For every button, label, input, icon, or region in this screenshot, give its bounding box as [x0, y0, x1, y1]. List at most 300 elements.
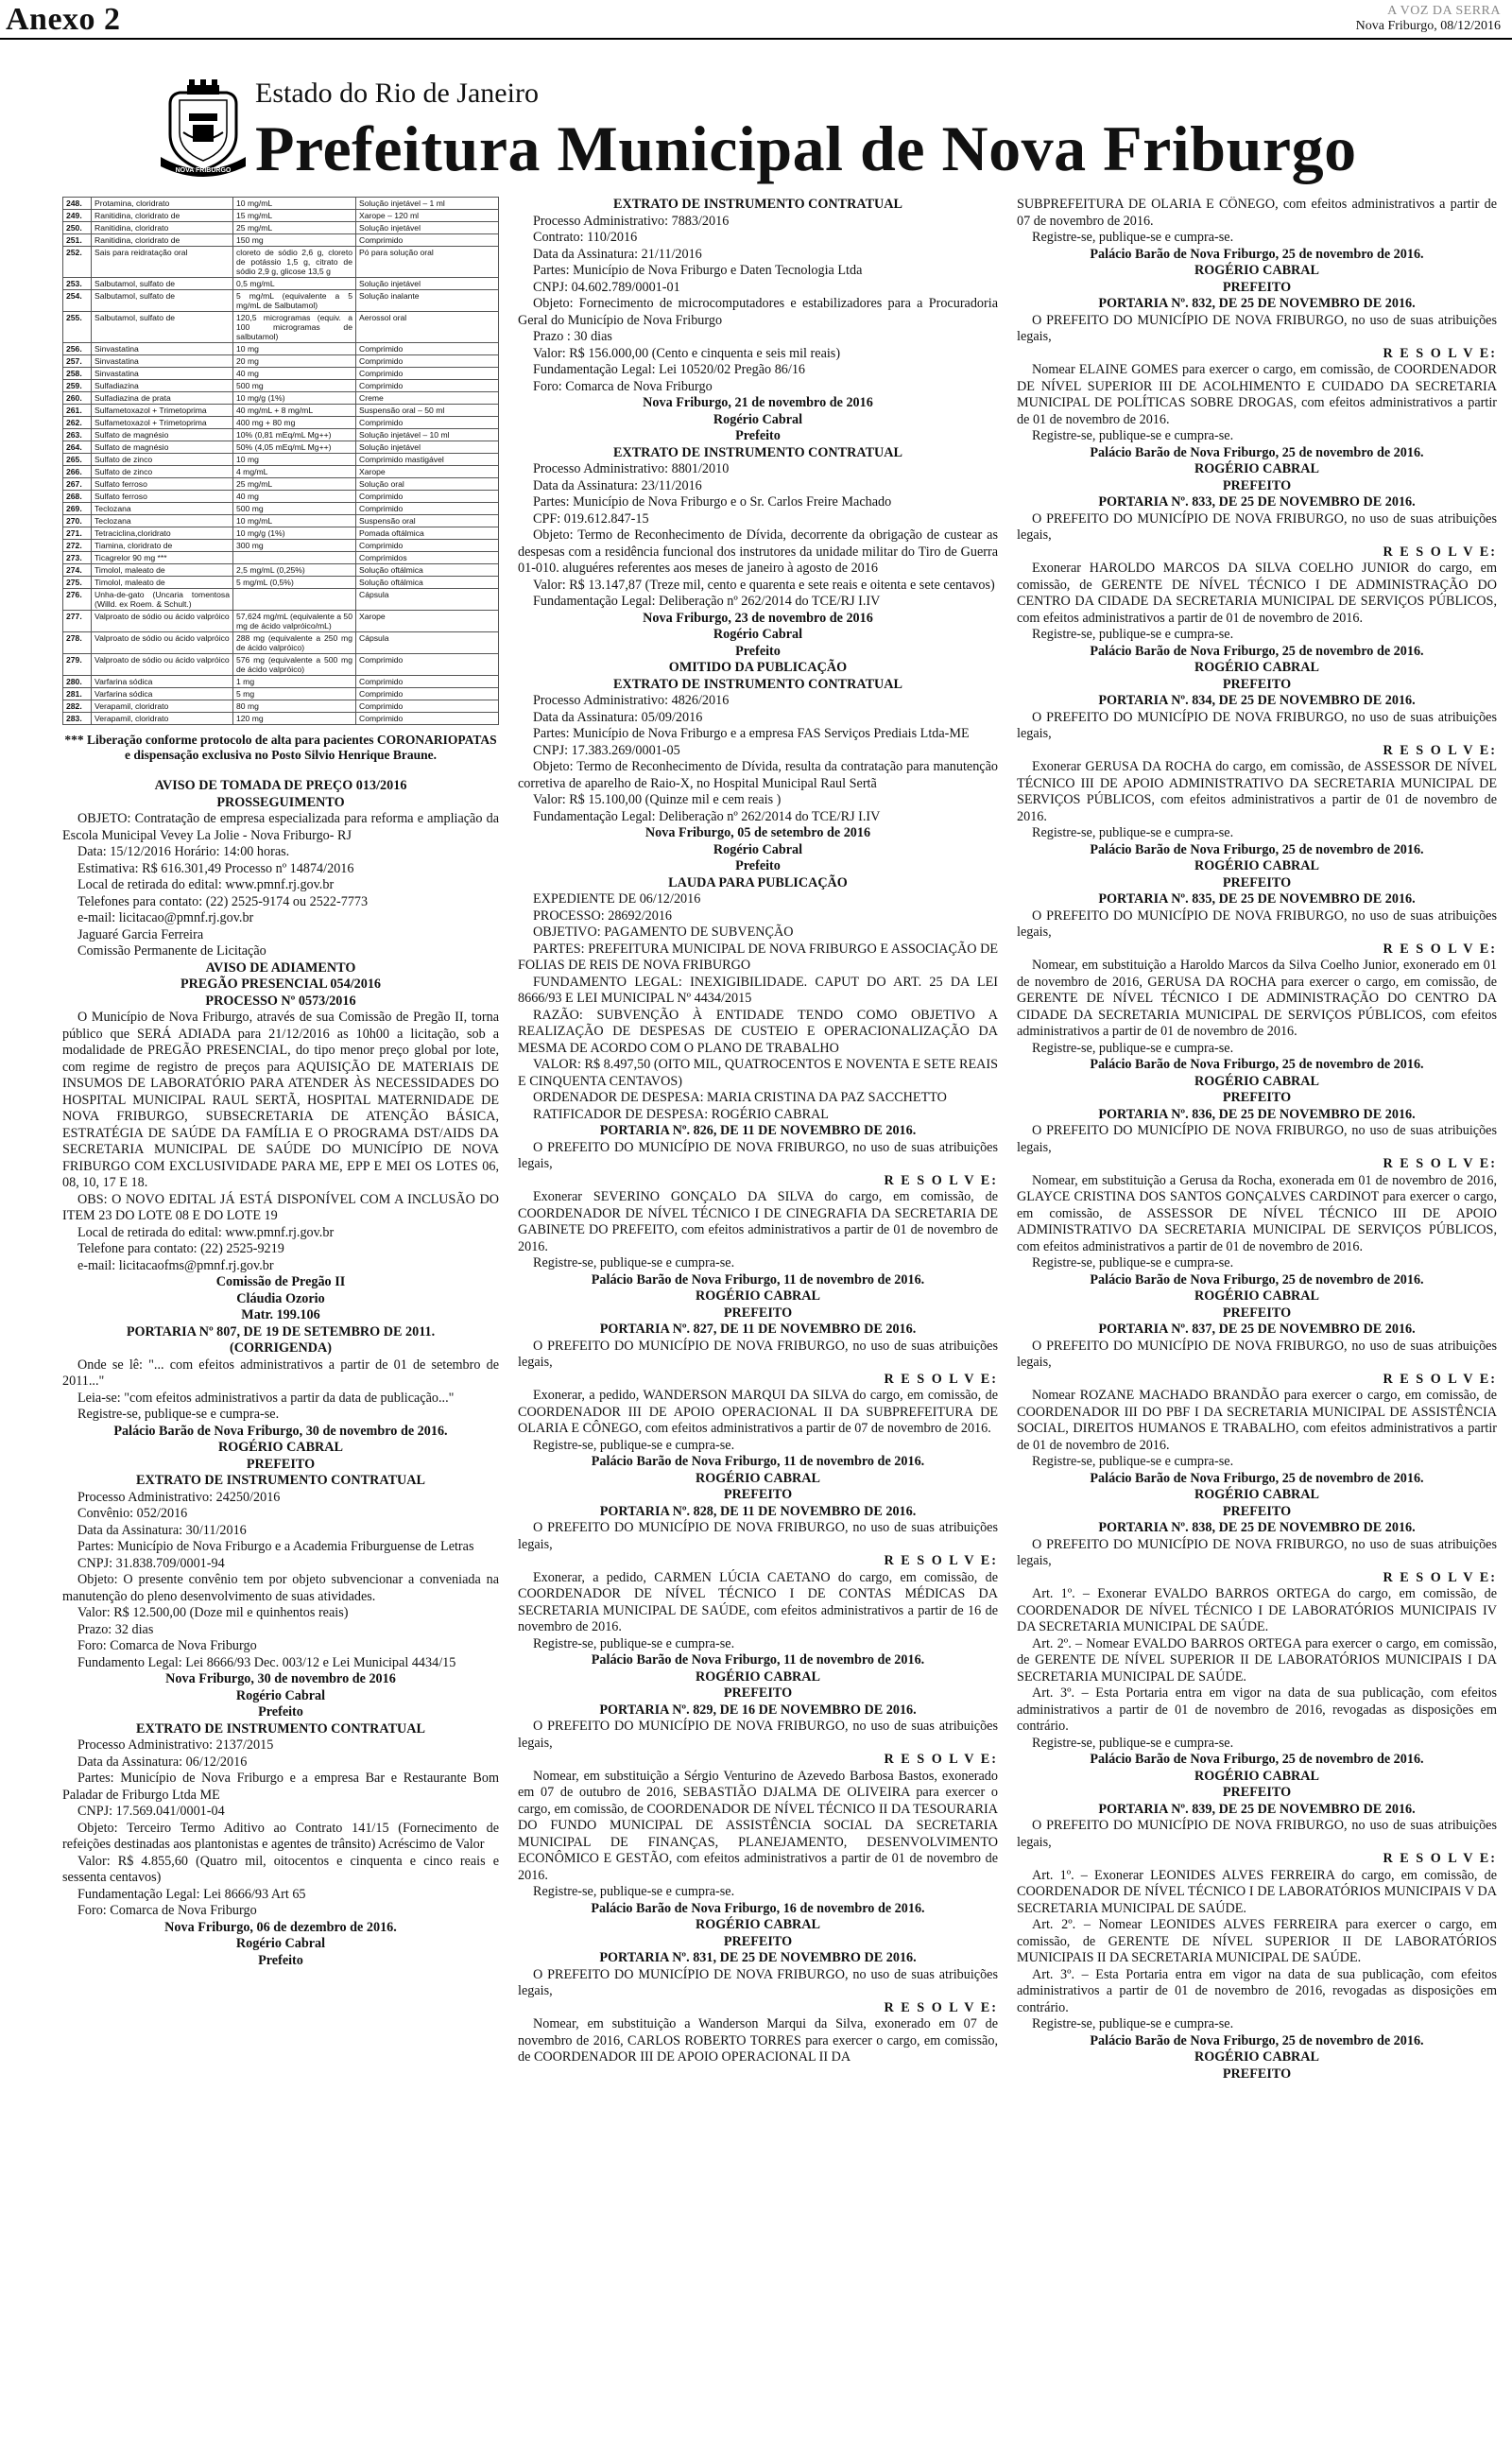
table-cell: Sulfato ferroso [92, 478, 233, 491]
paragraph: Foro: Comarca de Nova Friburgo [77, 1638, 257, 1653]
paragraph: FUNDAMENTO LEGAL: INEXIGIBILIDADE. CAPUT DO ART. 25 DA LEI 8666/93 E LEI MUNICIPAL Nº 4434/2015 [518, 974, 998, 1006]
table-cell: 272. [63, 540, 92, 552]
table-cell: Sinvastatina [92, 368, 233, 380]
paragraph: O PREFEITO DO MUNICÍPIO DE NOVA FRIBURGO, no uso de suas atribuições legais, [1017, 312, 1497, 344]
table-cell: 267. [63, 478, 92, 491]
paragraph: Nomear ELAINE GOMES para exercer o cargo, em comissão, de COORDENADOR DE NÍVEL SUPERIOR III DE ACOLHIMENTO E CUIDADO DA SECRETARIA MUNICIPAL DE POLÍTICAS SOBRE DROGAS, com efeitos administrativos a partir de 01 de novembro de 2016. [1017, 362, 1497, 427]
signature-line: ROGÉRIO CABRAL [1194, 1073, 1320, 1089]
table-cell: Sulfato ferroso [92, 491, 233, 503]
paragraph: Nomear, em substituição a Wanderson Marqui da Silva, exonerado em 07 de novembro de 2016, CARLOS ROBERTO TORRES para exercer o cargo, em comissão, de COORDENADOR III DE APOIO OPERACIONAL II DA [518, 2016, 998, 2065]
masthead-title: Prefeitura Municipal de Nova Friburgo [255, 112, 1357, 184]
signature-line: Nova Friburgo, 06 de dezembro de 2016. [164, 1919, 397, 1935]
signature-line: ROGÉRIO CABRAL [695, 1668, 821, 1685]
table-row [63, 564, 499, 577]
table-cell: Comprimido mastigável [356, 454, 499, 466]
table-cell: 25 mg/mL [233, 478, 356, 491]
table-cell: 80 mg [233, 700, 356, 713]
table-cell: 40 mg [233, 491, 356, 503]
table-cell: 15 mg/mL [233, 210, 356, 222]
paragraph: Fundamentação Legal: Lei 10520/02 Pregão 86/16 [533, 362, 806, 377]
section-heading: PORTARIA Nº. 828, DE 11 DE NOVEMBRO DE 2016. [599, 1503, 917, 1519]
table-cell: Creme [356, 392, 499, 405]
paragraph: Valor: R$ 13.147,87 (Treze mil, cento e quarenta e sete reais e oitenta e sete centavos) [533, 577, 995, 593]
signature-line: PREFEITO [1222, 1503, 1292, 1519]
signature-line: Nova Friburgo, 05 de setembro de 2016 [644, 825, 871, 840]
paragraph: Data da Assinatura: 30/11/2016 [77, 1522, 247, 1538]
table-cell: 50% (4,05 mEq/mL Mg++) [233, 441, 356, 454]
table-cell: 25 mg/mL [233, 222, 356, 234]
paragraph: R E S O L V E: [884, 1752, 998, 1767]
footnote: *** Liberação conforme protocolo de alta para pacientes CORONARIOPATAS e dispensação exclusiva no Posto Silvio Henrique Braune. [64, 733, 497, 762]
signature-line: ROGÉRIO CABRAL [1194, 1288, 1320, 1304]
signature-line: PREFEITO [1222, 874, 1292, 890]
signature-line: Prefeito [735, 643, 781, 659]
table-cell: 10% (0,81 mEq/mL Mg++) [233, 429, 356, 441]
paragraph: Telefone para contato: (22) 2525-9219 [77, 1241, 284, 1256]
paragraph: e-mail: licitacaofms@pmnf.rj.gov.br [77, 1257, 274, 1273]
signature-line: PREFEITO [1222, 1785, 1292, 1800]
paragraph: Processo Administrativo: 2137/2015 [77, 1737, 274, 1753]
table-cell: Sulfato de zinco [92, 454, 233, 466]
table-cell: 261. [63, 405, 92, 417]
table-cell: Xarope [356, 466, 499, 478]
paragraph: Comissão Permanente de Licitação [77, 943, 266, 959]
paragraph: Registre-se, publique-se e cumpra-se. [533, 1884, 735, 1899]
paragraph: PARTES: PREFEITURA MUNICIPAL DE NOVA FRIBURGO E ASSOCIAÇÃO DE FOLIAS DE REIS DE NOVA FRIBURGO [518, 941, 998, 973]
paragraph: ORDENADOR DE DESPESA: MARIA CRISTINA DA PAZ SACCHETTO [533, 1090, 947, 1105]
paragraph: Processo Administrativo: 4826/2016 [533, 693, 730, 708]
table-cell: 40 mg [233, 368, 356, 380]
table-row [63, 405, 499, 417]
signature-line: Prefeito [258, 1704, 303, 1720]
table-row [63, 368, 499, 380]
table-cell: Cápsula [356, 589, 499, 611]
signature-line: Nova Friburgo, 30 de novembro de 2016 [165, 1671, 396, 1686]
paragraph: Nomear, em substituição a Sérgio Venturino de Azevedo Barbosa Bastos, exonerado em 07 de outubro de 2016, SEBASTIÃO DJALMA DE OLIVEIRA para exercer o cargo, em comissão, de COORDENADOR DE NÍVEL TÉCNICO II DA TESOURARIA DO FUNDO MUNICIPAL DE ASSISTÊNCIA SOCIAL DA SECRETARIA MUNICIPAL DE FINANÇAS, PLANEJAMENTO, DESENVOLVIMENTO ECONÔMICO E GESTÃO, com efeitos administrativos a partir de 01 de novembro de 2016. [518, 1768, 998, 1883]
table-cell: 278. [63, 632, 92, 654]
signature-line: ROGÉRIO CABRAL [217, 1440, 344, 1455]
table-cell: 57,624 mg/mL (equivalente a 50 mg de ácido valpróico/mL) [233, 611, 356, 632]
table-cell: Sulfato de zinco [92, 466, 233, 478]
table-row [63, 278, 499, 290]
paragraph: Registre-se, publique-se e cumpra-se. [1032, 2016, 1234, 2031]
paragraph: Registre-se, publique-se e cumpra-se. [1032, 428, 1234, 443]
paragraph: O PREFEITO DO MUNICÍPIO DE NOVA FRIBURGO, no uso de suas atribuições legais, [1017, 1818, 1497, 1850]
signature-line: Comissão de Pregão II [215, 1274, 346, 1289]
table-cell: 255. [63, 312, 92, 343]
section-heading: PORTARIA Nº. 827, DE 11 DE NOVEMBRO DE 2016. [599, 1322, 917, 1337]
column-1 [62, 197, 499, 2446]
table-cell: Comprimido [356, 491, 499, 503]
section-title: Anexo 2 [6, 2, 121, 37]
paragraph: Fundamentação Legal: Lei 8666/93 Art 65 [77, 1886, 306, 1902]
table-cell: 4 mg/mL [233, 466, 356, 478]
signature-line: Palácio Barão de Nova Friburgo, 11 de novembro de 2016. [591, 1652, 925, 1668]
table-cell: Sinvastatina [92, 343, 233, 355]
signature-line: Palácio Barão de Nova Friburgo, 25 de novembro de 2016. [1090, 444, 1424, 460]
signature-line: PREFEITO [723, 1487, 793, 1502]
signature-line: Prefeito [735, 858, 781, 873]
table-row [63, 552, 499, 564]
paragraph: R E S O L V E: [1383, 941, 1497, 957]
table-cell: 273. [63, 552, 92, 564]
paragraph: O PREFEITO DO MUNICÍPIO DE NOVA FRIBURGO, no uso de suas atribuições legais, [518, 1520, 998, 1552]
column-1-text [62, 733, 499, 1969]
table-cell [233, 589, 356, 611]
signature-line: PREFEITO [1222, 279, 1292, 295]
table-cell: 249. [63, 210, 92, 222]
paragraph: Data da Assinatura: 23/11/2016 [533, 477, 702, 493]
table-cell: Timolol, maleato de [92, 577, 233, 589]
paragraph: Art. 3º. – Esta Portaria entra em vigor na data de sua publicação, com efeitos administrativos a partir de 01 de novembro de 2016, revogadas as disposições em contrário. [1017, 1685, 1497, 1734]
paragraph: R E S O L V E: [1383, 1851, 1497, 1866]
table-cell: 264. [63, 441, 92, 454]
table-cell: Protamina, cloridrato [92, 198, 233, 210]
table-cell: Valproato de sódio ou ácido valpróico [92, 611, 233, 632]
paragraph: Nomear ROZANE MACHADO BRANDÃO para exercer o cargo, em comissão, de COORDENADOR III DO PBF I DA SECRETARIA MUNICIPAL DE ASSISTÊNCIA SOCIAL, DIREITOS HUMANOS E TRABALHO, com efeitos administrativos a partir de 01 de novembro de 2016. [1017, 1388, 1497, 1453]
table-cell: Sulfato de magnésio [92, 441, 233, 454]
table-cell: Valproato de sódio ou ácido valpróico [92, 632, 233, 654]
table-cell: 260. [63, 392, 92, 405]
signature-line: Matr. 199.106 [241, 1307, 320, 1322]
signature-line: ROGÉRIO CABRAL [1194, 660, 1320, 675]
paragraph: R E S O L V E: [884, 1999, 998, 2015]
table-row [63, 312, 499, 343]
column-3 [1017, 197, 1497, 2446]
table-cell: Verapamil, cloridrato [92, 713, 233, 725]
table-row [63, 611, 499, 632]
paragraph: Exonerar, a pedido, WANDERSON MARQUI DA SILVA do cargo, em comissão, de COORDENADOR III DE APOIO OPERACIONAL II DA SUBPREFEITURA DE OLARIA E CÔNEGO, com efeitos administrativos a partir de 07 de novembro de 2016. [518, 1388, 998, 1436]
paragraph: Art. 3º. – Esta Portaria entra em vigor na data de sua publicação, com efeitos administrativos a partir de 01 de novembro de 2016, revogadas as disposições em contrário. [1017, 1966, 1497, 2015]
table-row [63, 700, 499, 713]
signature-line: Prefeito [258, 1952, 303, 1968]
publication-name: A VOZ DA SERRA [1387, 4, 1501, 18]
dateline-block [1356, 4, 1501, 34]
table-cell: Comprimido [356, 380, 499, 392]
paragraph: Telefones para contato: (22) 2525-9174 ou 2522-7773 [77, 893, 369, 909]
table-cell: 5 mg/mL (equivalente a 5 mg/mL de Salbutamol) [233, 290, 356, 312]
section-heading: PORTARIA Nº. 836, DE 25 DE NOVEMBRO DE 2016. [1098, 1106, 1416, 1122]
table-cell: Solução oftálmica [356, 564, 499, 577]
table-cell: Solução inalante [356, 290, 499, 312]
table-row [63, 441, 499, 454]
table-cell: 277. [63, 611, 92, 632]
section-heading: EXTRATO DE INSTRUMENTO CONTRATUAL [136, 1720, 425, 1737]
table-cell: Ranitidina, cloridrato de [92, 210, 233, 222]
section-heading: PREGÃO PRESENCIAL 054/2016 [180, 976, 382, 992]
signature-line: ROGÉRIO CABRAL [1194, 263, 1320, 278]
paragraph: Registre-se, publique-se e cumpra-se. [1032, 627, 1234, 642]
table-cell: 40 mg/mL + 8 mg/mL [233, 405, 356, 417]
paragraph: EXPEDIENTE DE 06/12/2016 [533, 891, 701, 907]
table-cell: Comprimido [356, 503, 499, 515]
table-row [63, 491, 499, 503]
paragraph: Contrato: 110/2016 [533, 230, 638, 245]
signature-line: Palácio Barão de Nova Friburgo, 25 de novembro de 2016. [1090, 1752, 1424, 1767]
paragraph: Objeto: O presente convênio tem por objeto subvencionar a conveniada na manutenção do pleno desenvolvimento de suas atividades. [62, 1572, 499, 1604]
section-heading: PORTARIA Nº. 837, DE 25 DE NOVEMBRO DE 2016. [1098, 1322, 1416, 1337]
table-cell: 576 mg (equivalente a 500 mg de ácido valpróico) [233, 654, 356, 676]
paragraph: Foro: Comarca de Nova Friburgo [533, 378, 713, 394]
signature-line: PREFEITO [723, 1685, 793, 1701]
paragraph: CNPJ: 17.569.041/0001-04 [77, 1804, 225, 1819]
table-cell: 274. [63, 564, 92, 577]
section-heading: EXTRATO DE INSTRUMENTO CONTRATUAL [613, 197, 902, 212]
signature-line: PREFEITO [246, 1456, 316, 1472]
paragraph: Objeto: Termo de Reconhecimento de Dívida, resulta da contratação para manutenção corretiva de aparelho de Raio-X, no Hospital Municipal Raul Sertã [518, 759, 998, 791]
table-cell: 5 mg/mL (0,5%) [233, 577, 356, 589]
table-cell: 288 mg (equivalente a 250 mg de ácido valpróico) [233, 632, 356, 654]
table-row [63, 417, 499, 429]
table-cell [233, 552, 356, 564]
signature-line: ROGÉRIO CABRAL [695, 1288, 821, 1304]
signature-line: ROGÉRIO CABRAL [1194, 1487, 1320, 1502]
table-cell: Sulfametoxazol + Trimetoprima [92, 405, 233, 417]
table-cell: Ranitidina, cloridrato de [92, 234, 233, 247]
paragraph: Leia-se: "com efeitos administrativos a partir da data de publicação..." [77, 1390, 455, 1406]
paragraph: Registre-se, publique-se e cumpra-se. [1032, 1040, 1234, 1056]
paragraph: Registre-se, publique-se e cumpra-se. [533, 1635, 735, 1651]
signature-line: ROGÉRIO CABRAL [1194, 2049, 1320, 2065]
paragraph: O PREFEITO DO MUNICÍPIO DE NOVA FRIBURGO, no uso de suas atribuições legais, [1017, 510, 1497, 543]
section-heading: PORTARIA Nº. 826, DE 11 DE NOVEMBRO DE 2016. [599, 1123, 917, 1138]
signature-line: Palácio Barão de Nova Friburgo, 25 de novembro de 2016. [1090, 2032, 1424, 2048]
table-cell: 120,5 microgramas (equiv. a 100 microgramas de salbutamol) [233, 312, 356, 343]
paragraph: Exonerar, a pedido, CARMEN LÚCIA CAETANO do cargo, em comissão, de COORDENADOR DE NÍVEL TÉCNICO I DE CONTAS MÉDICAS DA SECRETARIA MUNICIPAL DE SAÚDE, com efeitos administrativos a partir de 16 de novembro de 2016. [518, 1569, 998, 1634]
table-cell: 275. [63, 577, 92, 589]
table-cell: Comprimido [356, 700, 499, 713]
table-cell: 281. [63, 688, 92, 700]
signature-line: Palácio Barão de Nova Friburgo, 11 de novembro de 2016. [591, 1454, 925, 1469]
state-name: Estado do Rio de Janeiro [255, 78, 539, 109]
paragraph: R E S O L V E: [884, 1371, 998, 1387]
paragraph: Processo Administrativo: 8801/2010 [533, 461, 730, 476]
signature-line: PREFEITO [723, 1305, 793, 1321]
table-row [63, 713, 499, 725]
signature-line: Palácio Barão de Nova Friburgo, 16 de novembro de 2016. [591, 1900, 925, 1916]
paragraph: O PREFEITO DO MUNICÍPIO DE NOVA FRIBURGO, no uso de suas atribuições legais, [1017, 709, 1497, 741]
table-cell: 250. [63, 222, 92, 234]
table-cell: Sulfadiazina de prata [92, 392, 233, 405]
table-cell: Pó para solução oral [356, 247, 499, 278]
table-cell: 282. [63, 700, 92, 713]
table-cell: Xarope [356, 611, 499, 632]
paragraph: Art. 1º. – Exonerar EVALDO BARROS ORTEGA do cargo, em comissão, de COORDENADOR DE NÍVEL TÉCNICO I DE LABORATÓRIOS MUNICIPAIS IV DA SECRETARIA MUNICIPAL DE SAÚDE. [1017, 1586, 1497, 1634]
section-heading: PORTARIA Nº 807, DE 19 DE SETEMBRO DE 2011. [126, 1323, 436, 1339]
table-cell: Solução oftálmica [356, 577, 499, 589]
signature-line: PREFEITO [1222, 477, 1292, 493]
table-cell: cloreto de sódio 2,6 g, cloreto de potássio 1,5 g, citrato de sódio 2,9 g, glicose 13,5 g [233, 247, 356, 278]
masthead [151, 66, 1380, 189]
table-cell: Sulfametoxazol + Trimetoprima [92, 417, 233, 429]
table-cell: Valproato de sódio ou ácido valpróico [92, 654, 233, 676]
table-row [63, 222, 499, 234]
paragraph: Processo Administrativo: 7883/2016 [533, 213, 730, 229]
signature-line: PREFEITO [1222, 1305, 1292, 1321]
table-cell: 500 mg [233, 503, 356, 515]
paragraph: CPF: 019.612.847-15 [533, 510, 649, 527]
table-cell: Ticagrelor 90 mg *** [92, 552, 233, 564]
table-cell: Ranitidina, cloridrato [92, 222, 233, 234]
table-cell: 300 mg [233, 540, 356, 552]
table-cell: Unha-de-gato (Uncaria tomentosa (Willd. ex Roem. & Schult.) [92, 589, 233, 611]
table-row [63, 540, 499, 552]
table-cell: 120 mg [233, 713, 356, 725]
signature-line: Palácio Barão de Nova Friburgo, 25 de novembro de 2016. [1090, 643, 1424, 659]
section-heading: AVISO DE ADIAMENTO [205, 959, 356, 976]
paragraph: R E S O L V E: [1383, 1156, 1497, 1171]
table-cell: 276. [63, 589, 92, 611]
table-cell: 10 mg [233, 454, 356, 466]
table-cell: Comprimido [356, 713, 499, 725]
table-cell: 10 mg/mL [233, 198, 356, 210]
section-heading: PORTARIA Nº. 832, DE 25 DE NOVEMBRO DE 2016. [1098, 296, 1416, 311]
signature-line: PREFEITO [1222, 2065, 1292, 2082]
table-cell: 10 mg/g (1%) [233, 392, 356, 405]
table-cell: 270. [63, 515, 92, 527]
paragraph: OBJETIVO: PAGAMENTO DE SUBVENÇÃO [533, 925, 794, 940]
table-cell: 269. [63, 503, 92, 515]
section-heading: EXTRATO DE INSTRUMENTO CONTRATUAL [613, 676, 902, 692]
paragraph: Fundamento Legal: Lei 8666/93 Dec. 003/12 e Lei Municipal 4434/15 [77, 1654, 456, 1670]
paragraph: RAZÃO: SUBVENÇÃO À ENTIDADE TENDO COMO OBJETIVO A REALIZAÇÃO DE DESPESAS DE CUSTEIO E OPERACIONALIZAÇÃO DA MESMA DE ACORDO COM O PLANO DE TRABALHO [518, 1007, 998, 1056]
paragraph: Convênio: 052/2016 [77, 1506, 188, 1521]
table-row [63, 527, 499, 540]
table-cell: 150 mg [233, 234, 356, 247]
table-cell: Suspensão oral [356, 515, 499, 527]
table-cell: Comprimido [356, 368, 499, 380]
table-cell: Sulfato de magnésio [92, 429, 233, 441]
table-row [63, 515, 499, 527]
section-heading: PORTARIA Nº. 829, DE 16 DE NOVEMBRO DE 2016. [599, 1702, 917, 1718]
table-cell: Sulfadiazina [92, 380, 233, 392]
section-heading: PORTARIA Nº. 838, DE 25 DE NOVEMBRO DE 2016. [1098, 1520, 1416, 1535]
table-cell: 283. [63, 713, 92, 725]
paragraph: R E S O L V E: [1383, 1569, 1497, 1585]
table-cell: Comprimido [356, 234, 499, 247]
paragraph: R E S O L V E: [1383, 1371, 1497, 1387]
paragraph: Art. 1º. – Exonerar LEONIDES ALVES FERREIRA do cargo, em comissão, de COORDENADOR DE NÍVEL TÉCNICO I DE LABORATÓRIOS MUNICIPAIS V DA SECRETARIA MUNICIPAL DE SAÚDE. [1017, 1867, 1497, 1916]
paragraph: VALOR: R$ 8.497,50 (OITO MIL, QUATROCENTOS E NOVENTA E SETE REAIS E CINQUENTA CENTAVOS) [518, 1057, 998, 1089]
table-cell: 256. [63, 343, 92, 355]
table-cell: Salbutamol, sulfato de [92, 290, 233, 312]
paragraph: Local de retirada do edital: www.pmnf.rj.gov.br [77, 1224, 335, 1240]
paragraph: SUBPREFEITURA DE OLARIA E CÔNEGO, com efeitos administrativos a partir de 07 de novembro de 2016. [1017, 197, 1497, 229]
table-row [63, 290, 499, 312]
paragraph: Registre-se, publique-se e cumpra-se. [533, 1255, 735, 1270]
paragraph: Data da Assinatura: 05/09/2016 [533, 709, 703, 725]
paragraph: PROCESSO: 28692/2016 [533, 907, 673, 924]
table-cell: 252. [63, 247, 92, 278]
paragraph: Registre-se, publique-se e cumpra-se. [77, 1407, 280, 1422]
paragraph: R E S O L V E: [1383, 345, 1497, 361]
table-cell: Solução injetável [356, 278, 499, 290]
section-heading: OMITIDO DA PUBLICAÇÃO [668, 660, 848, 675]
table-cell: Comprimido [356, 540, 499, 552]
page-header [0, 0, 1512, 40]
paragraph: Registre-se, publique-se e cumpra-se. [1032, 1735, 1234, 1751]
signature-line: Nova Friburgo, 23 de novembro de 2016 [643, 610, 873, 626]
table-cell: 500 mg [233, 380, 356, 392]
table-cell: Tetraciclina,cloridrato [92, 527, 233, 540]
signature-line: ROGÉRIO CABRAL [695, 1917, 821, 1932]
signature-line: Nova Friburgo, 21 de novembro de 2016 [643, 395, 873, 410]
signature-line: Palácio Barão de Nova Friburgo, 25 de novembro de 2016. [1090, 841, 1424, 857]
table-cell: Comprimido [356, 355, 499, 368]
paragraph: Estimativa: R$ 616.301,49 Processo nº 14874/2016 [77, 860, 354, 876]
table-row [63, 466, 499, 478]
paragraph: Data da Assinatura: 21/11/2016 [533, 246, 702, 262]
table-row [63, 198, 499, 210]
paragraph: Partes: Município de Nova Friburgo e a empresa FAS Serviços Prediais Ltda-ME [533, 726, 970, 741]
paragraph: RATIFICADOR DE DESPESA: ROGÉRIO CABRAL [533, 1106, 829, 1122]
table-cell: Timolol, maleato de [92, 564, 233, 577]
paragraph: CNPJ: 04.602.789/0001-01 [533, 279, 680, 295]
paragraph: Registre-se, publique-se e cumpra-se. [533, 1437, 735, 1453]
paragraph: Art. 2º. – Nomear EVALDO BARROS ORTEGA para exercer o cargo, em comissão, de GERENTE DE NÍVEL SUPERIOR II DE LABORATÓRIOS MUNICIPAIS I DA SECRETARIA MUNICIPAL DE SAÚDE. [1017, 1635, 1497, 1685]
table-row [63, 589, 499, 611]
signature-line: Palácio Barão de Nova Friburgo, 30 de novembro de 2016. [113, 1423, 448, 1439]
paragraph: Exonerar SEVERINO GONÇALO DA SILVA do cargo, em comissão, de COORDENADOR DE NÍVEL TÉCNICO I DE CINEGRAFIA DA SECRETARIA DE GABINETE DO PREFEITO, com efeitos administrativos a partir de 01 de novembro de 2016. [518, 1189, 998, 1254]
paragraph: e-mail: licitacao@pmnf.rj.gov.br [77, 910, 254, 925]
section-heading: EXTRATO DE INSTRUMENTO CONTRATUAL [136, 1473, 425, 1488]
dateline: Nova Friburgo, 08/12/2016 [1355, 19, 1501, 33]
paragraph: R E S O L V E: [1383, 544, 1497, 560]
table-cell: Comprimido [356, 676, 499, 688]
table-row [63, 632, 499, 654]
signature-line: Prefeito [735, 428, 781, 443]
paragraph: O PREFEITO DO MUNICÍPIO DE NOVA FRIBURGO, no uso de suas atribuições legais, [1017, 907, 1497, 940]
table-row [63, 247, 499, 278]
paragraph: Exonerar HAROLDO MARCOS DA SILVA COELHO JUNIOR do cargo, em comissão, de GERENTE DE NÍVEL TÉCNICO I DE ADMINISTRAÇÃO DO CENTRO DA CIDADE DA SECRETARIA MUNICIPAL DE SERVIÇOS PÚBLICOS, com efeitos administrativos a partir de 01 de novembro de 2016. [1017, 561, 1497, 626]
section-heading: AVISO DE TOMADA DE PREÇO 013/2016 [154, 778, 407, 793]
signature-line: Rogério Cabral [235, 1936, 326, 1951]
column-2-text [518, 197, 998, 2066]
signature-line: Palácio Barão de Nova Friburgo, 25 de novembro de 2016. [1090, 1271, 1424, 1287]
paragraph: OBJETO: Contratação de empresa especializada para reforma e ampliação da Escola Municipal Vevey La Jolie - Nova Friburgo- RJ [62, 811, 499, 843]
paragraph: Partes: Município de Nova Friburgo e a empresa Bar e Restaurante Bom Paladar de Friburgo Ltda ME [62, 1771, 499, 1803]
signature-line: Palácio Barão de Nova Friburgo, 25 de novembro de 2016. [1090, 1057, 1424, 1072]
paragraph: CNPJ: 31.838.709/0001-94 [77, 1555, 225, 1571]
table-cell: 268. [63, 491, 92, 503]
table-cell: Solução injetável – 1 ml [356, 198, 499, 210]
paragraph: O PREFEITO DO MUNICÍPIO DE NOVA FRIBURGO, no uso de suas atribuições legais, [1017, 1338, 1497, 1370]
table-cell: Solução injetável [356, 222, 499, 234]
paragraph: Partes: Município de Nova Friburgo e o Sr. Carlos Freire Machado [533, 494, 892, 510]
table-cell: 271. [63, 527, 92, 540]
table-cell: 10 mg [233, 343, 356, 355]
table-cell: Pomada oftálmica [356, 527, 499, 540]
section-heading: PORTARIA Nº. 831, DE 25 DE NOVEMBRO DE 2016. [599, 1950, 917, 1965]
table-cell: 20 mg [233, 355, 356, 368]
paragraph: Data: 15/12/2016 Horário: 14:00 horas. [77, 844, 290, 859]
signature-line: PREFEITO [1222, 1090, 1292, 1105]
table-cell: 259. [63, 380, 92, 392]
table-row [63, 478, 499, 491]
paragraph: Valor: R$ 156.000,00 (Cento e cinquenta e seis mil reais) [533, 345, 841, 361]
table-row [63, 454, 499, 466]
table-row [63, 380, 499, 392]
paragraph: R E S O L V E: [884, 1553, 998, 1568]
paragraph: Objeto: Termo de Reconhecimento de Dívida, decorrente da obrigação de custear as despesas com a residência funcional dos instrutores da unidade militar do Tiro de Guerra 01-010. aluguéres referentes aos meses de janeiro à agosto de 2016 [518, 527, 998, 576]
table-cell: 266. [63, 466, 92, 478]
paragraph: O PREFEITO DO MUNICÍPIO DE NOVA FRIBURGO, no uso de suas atribuições legais, [518, 1338, 998, 1370]
signature-line: PREFEITO [1222, 676, 1292, 692]
section-heading: PORTARIA Nº. 839, DE 25 DE NOVEMBRO DE 2016. [1098, 1801, 1416, 1817]
paragraph: Nomear, em substituição a Haroldo Marcos da Silva Coelho Junior, exonerado em 01 de novembro de 2016, GERUSA DA ROCHA para exercer o cargo, em comissão, de GERENTE DE NÍVEL TÉCNICO I DE ADMINISTRAÇÃO DO CENTRO DA CIDADE DA SECRETARIA MUNICIPAL DE SERVIÇOS PÚBLICOS, com efeitos administrativos a partir de 01 de novembro de 2016. [1017, 958, 1497, 1039]
paragraph: Registre-se, publique-se e cumpra-se. [1032, 1454, 1234, 1469]
table-row [63, 429, 499, 441]
